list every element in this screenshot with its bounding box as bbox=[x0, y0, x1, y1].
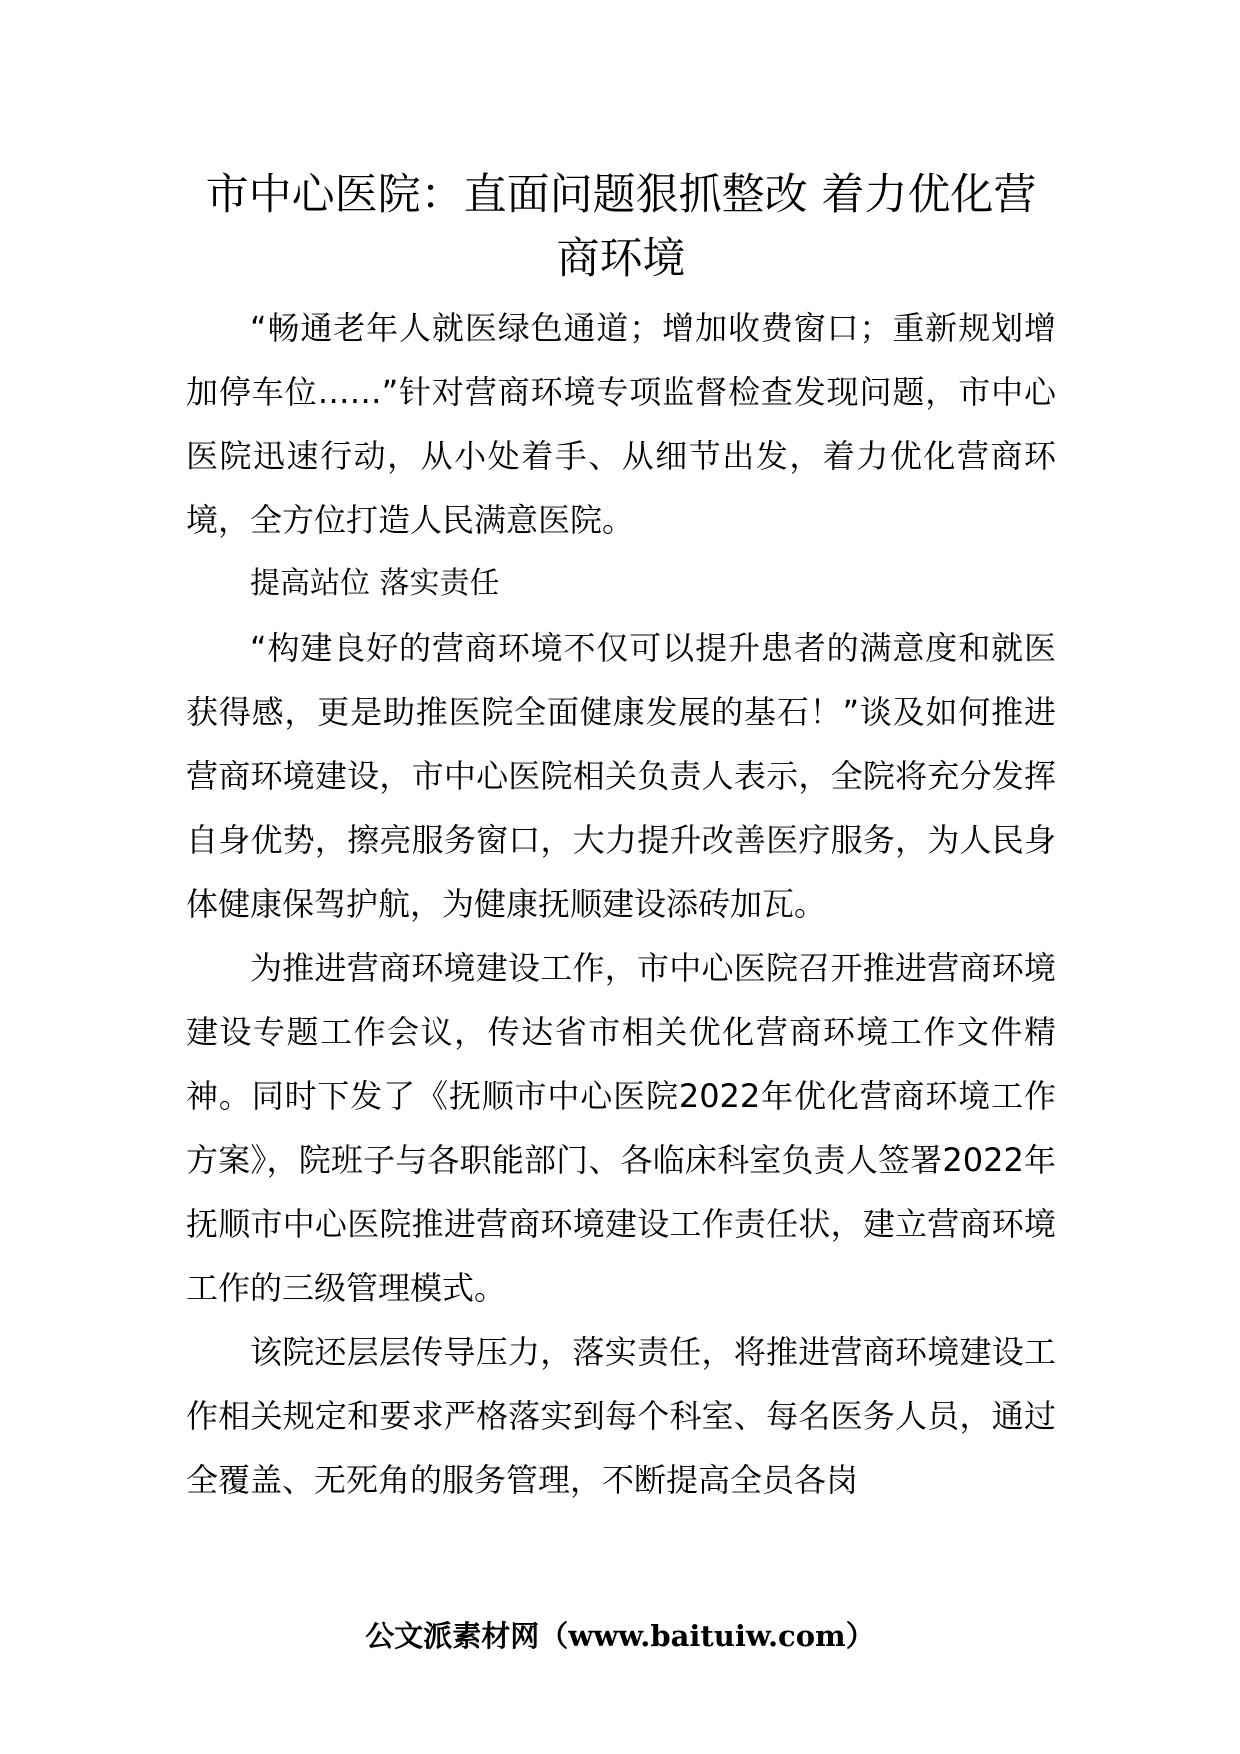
paragraph-responsibility: 该院还层层传导压力，落实责任，将推进营商环境建设工作相关规定和要求严格落实到每个科室、每名医务人员，通过全覆盖、无死角的服务管理，不断提高全员各岗 bbox=[186, 1333, 1056, 1499]
document-body bbox=[186, 296, 1056, 1512]
paragraph-intro: “畅通老年人就医绿色通道；增加收费窗口；重新规划增加停车位……”针对营商环境专项监督检查发现问题，市中心医院迅速行动，从小处着手、从细节出发，着力优化营商环境，全方位打造人民满意医院。 bbox=[186, 309, 1056, 539]
document-title: 市中心医院：直面问题狠抓整改 着力优化营商环境 bbox=[205, 170, 1037, 284]
paragraph-quote: “构建良好的营商环境不仅可以提升患者的满意度和就医获得感，更是助推医院全面健康发展的基石！”谈及如何推进营商环境建设，市中心医院相关负责人表示，全院将充分发挥自身优势，擦亮服务窗口，大力提升改善医疗服务，为人民身体健康保驾护航，为健康抚顺建设添砖加瓦。 bbox=[186, 629, 1056, 923]
footer-watermark: 公文派素材网（www.baituiw.com） bbox=[365, 1619, 875, 1653]
paragraph-meeting: 为推进营商环境建设工作，市中心医院召开推进营商环境建设专题工作会议，传达省市相关优化营商环境工作文件精神。同时下发了《抚顺市中心医院2022年优化营商环境工作方案》，院班子与各职能部门、各临床科室负责人签署2022年抚顺市中心医院推进营商环境建设工作责任状，建立营商环境工作的三级管理模式。 bbox=[186, 949, 1056, 1307]
section-heading: 提高站位 落实责任 bbox=[250, 566, 500, 601]
